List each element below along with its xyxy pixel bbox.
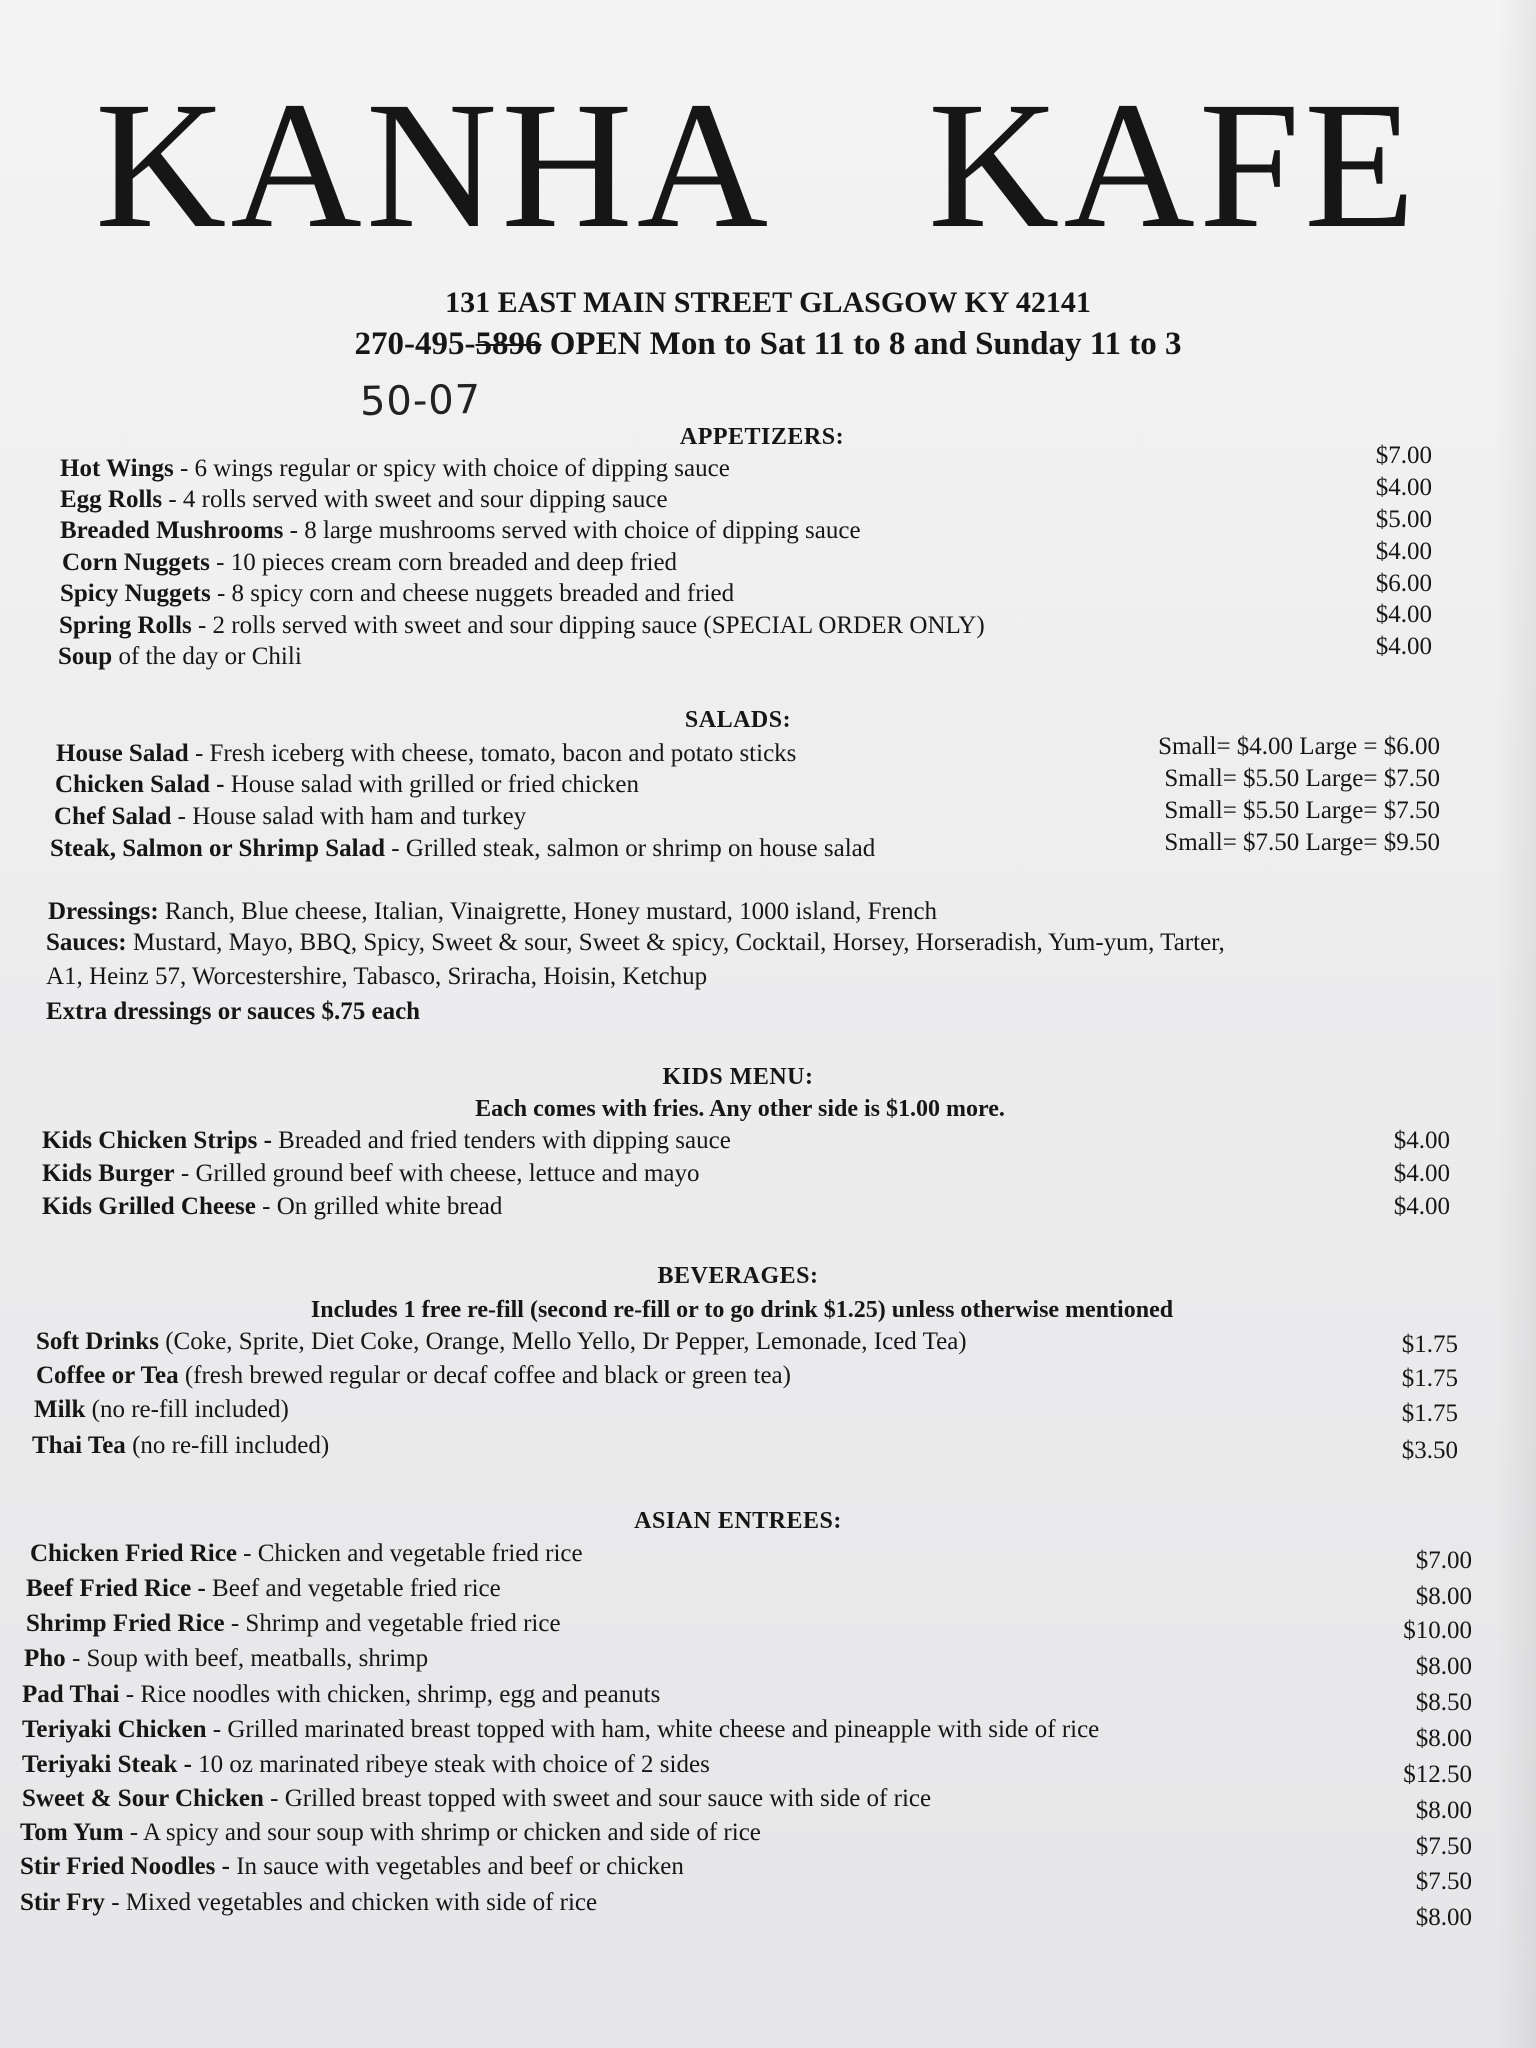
entrees-item-name: Tom Yum bbox=[20, 1819, 124, 1846]
appetizers-item-description: - 10 pieces cream corn breaded and deep fried bbox=[209, 549, 678, 576]
entrees-item-description: - Rice noodles with chicken, shrimp, egg and peanuts bbox=[119, 1681, 661, 1708]
salads-item bbox=[50, 835, 875, 863]
salads-item-price: Small= $4.00 Large = $6.00 bbox=[1158, 733, 1440, 760]
entrees-item-name: Teriyaki Steak - bbox=[22, 1751, 192, 1778]
beverages-item-description: (no re-fill included) bbox=[85, 1396, 289, 1423]
beverages-item-price: $1.75 bbox=[1401, 1331, 1458, 1358]
beverages-item-name: Soft Drinks bbox=[36, 1328, 159, 1355]
appetizers-item bbox=[60, 580, 734, 608]
beverages-item-price: $1.75 bbox=[1401, 1365, 1458, 1392]
entrees-item bbox=[22, 1716, 1099, 1744]
kids-item-price: $4.00 bbox=[1393, 1193, 1450, 1220]
entrees-item-price: $8.00 bbox=[1415, 1583, 1472, 1610]
entrees-item-description: Beef and vegetable fried rice bbox=[205, 1575, 501, 1602]
salads-item-name: House Salad bbox=[56, 740, 189, 767]
entrees-item-name: Shrimp Fried Rice bbox=[26, 1610, 225, 1637]
entrees-item-name: Pad Thai bbox=[22, 1681, 120, 1708]
appetizers-item-name: Soup bbox=[58, 643, 113, 670]
entrees-item-description: - A spicy and sour soup with shrimp or chicken and side of rice bbox=[123, 1819, 761, 1846]
sauces-line-2: A1, Heinz 57, Worcestershire, Tabasco, Sriracha, Hoisin, Ketchup bbox=[46, 963, 708, 990]
extra-sauces-note: Extra dressings or sauces $.75 each bbox=[46, 998, 421, 1025]
beverages-item-description: (Coke, Sprite, Diet Coke, Orange, Mello Yello, Dr Pepper, Lemonade, Iced Tea) bbox=[158, 1328, 967, 1355]
entrees-item-description: - Shrimp and vegetable fried rice bbox=[224, 1610, 561, 1637]
beverages-item-description: (fresh brewed regular or decaf coffee and black or green tea) bbox=[178, 1362, 791, 1389]
beverages-item bbox=[34, 1396, 289, 1424]
entrees-item-description: - Mixed vegetables and chicken with side of rice bbox=[104, 1889, 598, 1916]
kids-item-description: Breaded and fried tenders with dipping sauce bbox=[271, 1127, 731, 1154]
appetizers-item bbox=[62, 549, 677, 577]
beverages-title: BEVERAGES: bbox=[657, 1263, 819, 1289]
beverages-item-name: Milk bbox=[34, 1396, 86, 1423]
entrees-item-name: Chicken Fried Rice bbox=[30, 1540, 237, 1567]
salads-item-name: Steak, Salmon or Shrimp Salad bbox=[50, 835, 386, 862]
entrees-item-description: - Grilled marinated breast topped with ham, white cheese and pineapple with side of rice bbox=[206, 1716, 1100, 1743]
appetizers-item bbox=[58, 643, 302, 671]
entrees-item bbox=[26, 1575, 501, 1603]
appetizers-item-description: of the day or Chili bbox=[112, 643, 302, 670]
appetizers-title: APPETIZERS: bbox=[679, 424, 845, 450]
salads-item bbox=[56, 740, 796, 768]
kids-item-name: Kids Chicken Strips - bbox=[42, 1127, 272, 1154]
beverages-subtitle: Includes 1 free re-fill (second re-fill or to go drink $1.25) unless otherwise mentioned bbox=[310, 1297, 1174, 1323]
appetizers-item-name: Breaded Mushrooms bbox=[60, 517, 284, 544]
kids-item-description: - On grilled white bread bbox=[255, 1193, 503, 1220]
appetizers-item bbox=[59, 612, 985, 640]
appetizers-item-description: - 8 spicy corn and cheese nuggets breaded and fried bbox=[210, 580, 735, 607]
opening-hours: OPEN Mon to Sat 11 to 8 and Sunday 11 to 3 bbox=[541, 326, 1182, 362]
salads-item-description: - House salad with ham and turkey bbox=[171, 803, 527, 830]
entrees-item bbox=[22, 1681, 660, 1709]
entrees-item-price: $8.00 bbox=[1415, 1797, 1472, 1824]
salads-item-price: Small= $5.50 Large= $7.50 bbox=[1164, 765, 1440, 792]
beverages-item bbox=[32, 1432, 329, 1460]
salads-item-description: - Grilled steak, salmon or shrimp on house salad bbox=[385, 835, 876, 862]
salads-item-name: Chicken Salad - bbox=[55, 771, 225, 798]
handwritten-phone-correction: 50-07 bbox=[359, 376, 482, 426]
address: 131 EAST MAIN STREET GLASGOW KY 42141 bbox=[445, 286, 1091, 319]
entrees-item-description: - Soup with beef, meatballs, shrimp bbox=[65, 1645, 429, 1672]
entrees-item-name: Stir Fried Noodles - bbox=[20, 1853, 230, 1880]
appetizers-item-description: - 8 large mushrooms served with choice of dipping sauce bbox=[283, 517, 861, 544]
appetizers-item-description: - 4 rolls served with sweet and sour dipping sauce bbox=[162, 486, 668, 513]
entrees-item-price: $8.00 bbox=[1415, 1653, 1472, 1680]
beverages-item-name: Coffee or Tea bbox=[36, 1362, 179, 1389]
sauces-text: Mustard, Mayo, BBQ, Spicy, Sweet & sour, Sweet & spicy, Cocktail, Horsey, Horseradish, Yum-yum, Tarter, bbox=[126, 929, 1225, 956]
appetizers-item-price: $4.00 bbox=[1375, 474, 1432, 501]
kids-menu-subtitle: Each comes with fries. Any other side is $1.00 more. bbox=[475, 1096, 1005, 1122]
entrees-item-price: $7.50 bbox=[1415, 1833, 1472, 1860]
kids-item-price: $4.00 bbox=[1393, 1160, 1450, 1187]
appetizers-item-price: $5.00 bbox=[1375, 506, 1432, 533]
beverages-item-price: $3.50 bbox=[1401, 1437, 1458, 1464]
entrees-item bbox=[26, 1610, 561, 1638]
entrees-item bbox=[20, 1819, 761, 1847]
entrees-item bbox=[20, 1853, 684, 1881]
appetizers-item-price: $7.00 bbox=[1375, 442, 1432, 469]
sauces-label: Sauces: bbox=[46, 929, 127, 956]
dressings-label: Dressings: bbox=[48, 898, 159, 925]
entrees-item bbox=[30, 1540, 583, 1568]
entrees-item bbox=[22, 1785, 931, 1813]
entrees-item-name: Pho bbox=[24, 1645, 66, 1672]
entrees-item-name: Teriyaki Chicken bbox=[22, 1716, 207, 1743]
kids-item-description: - Grilled ground beef with cheese, lettuce and mayo bbox=[174, 1160, 700, 1187]
appetizers-item-name: Corn Nuggets bbox=[62, 549, 210, 576]
kids-item bbox=[42, 1193, 502, 1221]
restaurant-name-right: KAFE bbox=[928, 65, 1420, 266]
entrees-item-price: $7.00 bbox=[1415, 1547, 1472, 1574]
entrees-item bbox=[24, 1645, 428, 1673]
appetizers-item bbox=[60, 517, 861, 545]
appetizers-item-price: $6.00 bbox=[1375, 570, 1432, 597]
phone-hours bbox=[0, 326, 1536, 363]
appetizers-item-name: Spring Rolls bbox=[59, 612, 192, 639]
appetizers-item bbox=[60, 486, 668, 514]
kids-item-name: Kids Grilled Cheese bbox=[42, 1193, 256, 1220]
entrees-item-name: Stir Fry bbox=[20, 1889, 105, 1916]
salads-item-description: - Fresh iceberg with cheese, tomato, bacon and potato sticks bbox=[188, 740, 797, 767]
beverages-item-description: (no re-fill included) bbox=[125, 1432, 330, 1459]
entrees-item-price: $8.50 bbox=[1415, 1689, 1472, 1716]
beverages-item-price: $1.75 bbox=[1401, 1400, 1458, 1427]
salads-item bbox=[54, 803, 526, 831]
entrees-item bbox=[22, 1751, 710, 1779]
appetizers-item-name: Hot Wings bbox=[60, 455, 174, 482]
entrees-item-price: $12.50 bbox=[1403, 1761, 1472, 1788]
entrees-item-price: $7.50 bbox=[1415, 1868, 1472, 1895]
salads-item-description: House salad with grilled or fried chicken bbox=[224, 771, 639, 798]
dressings-text: Ranch, Blue cheese, Italian, Vinaigrette, Honey mustard, 1000 island, French bbox=[158, 898, 938, 925]
kids-item bbox=[42, 1160, 699, 1188]
appetizers-item-description: - 6 wings regular or spicy with choice of dipping sauce bbox=[173, 455, 730, 482]
entrees-item-description: - Chicken and vegetable fried rice bbox=[236, 1540, 583, 1567]
entrees-item-description: 10 oz marinated ribeye steak with choice of 2 sides bbox=[191, 1751, 710, 1778]
appetizers-item-price: $4.00 bbox=[1375, 601, 1432, 628]
kids-menu-title: KIDS MENU: bbox=[662, 1064, 814, 1090]
entrees-item-name: Sweet & Sour Chicken bbox=[22, 1785, 264, 1812]
phone-struck-digits: 5896 bbox=[475, 326, 542, 362]
entrees-item-price: $10.00 bbox=[1403, 1617, 1472, 1644]
beverages-item-name: Thai Tea bbox=[32, 1432, 126, 1459]
entrees-item-description: - Grilled breast topped with sweet and sour sauce with side of rice bbox=[263, 1785, 932, 1812]
appetizers-item-price: $4.00 bbox=[1375, 633, 1432, 660]
dressings-line bbox=[48, 898, 937, 926]
appetizers-item-name: Spicy Nuggets bbox=[60, 580, 211, 607]
entrees-item-name: Beef Fried Rice - bbox=[26, 1575, 206, 1602]
kids-item-name: Kids Burger bbox=[42, 1160, 175, 1187]
beverages-item bbox=[36, 1362, 791, 1390]
salads-item-name: Chef Salad bbox=[54, 803, 172, 830]
salads-item-price: Small= $5.50 Large= $7.50 bbox=[1164, 797, 1440, 824]
entrees-item-price: $8.00 bbox=[1415, 1904, 1472, 1931]
entrees-title: ASIAN ENTREES: bbox=[634, 1508, 842, 1534]
salads-title: SALADS: bbox=[684, 707, 792, 733]
salads-item bbox=[55, 771, 639, 799]
appetizers-item-description: - 2 rolls served with sweet and sour dipping sauce (SPECIAL ORDER ONLY) bbox=[191, 612, 985, 639]
appetizers-item bbox=[60, 455, 730, 483]
kids-item bbox=[42, 1127, 731, 1155]
entrees-item-description: In sauce with vegetables and beef or chicken bbox=[229, 1853, 684, 1880]
entrees-item bbox=[20, 1889, 597, 1917]
appetizers-item-price: $4.00 bbox=[1375, 538, 1432, 565]
entrees-item-price: $8.00 bbox=[1415, 1725, 1472, 1752]
restaurant-name-left: KANHA bbox=[95, 65, 773, 266]
salads-item-price: Small= $7.50 Large= $9.50 bbox=[1164, 829, 1440, 856]
sauces-line bbox=[46, 929, 1225, 957]
phone-prefix: 270-495- bbox=[354, 326, 476, 362]
kids-item-price: $4.00 bbox=[1393, 1127, 1450, 1154]
beverages-item bbox=[36, 1328, 967, 1356]
appetizers-item-name: Egg Rolls bbox=[60, 486, 163, 513]
